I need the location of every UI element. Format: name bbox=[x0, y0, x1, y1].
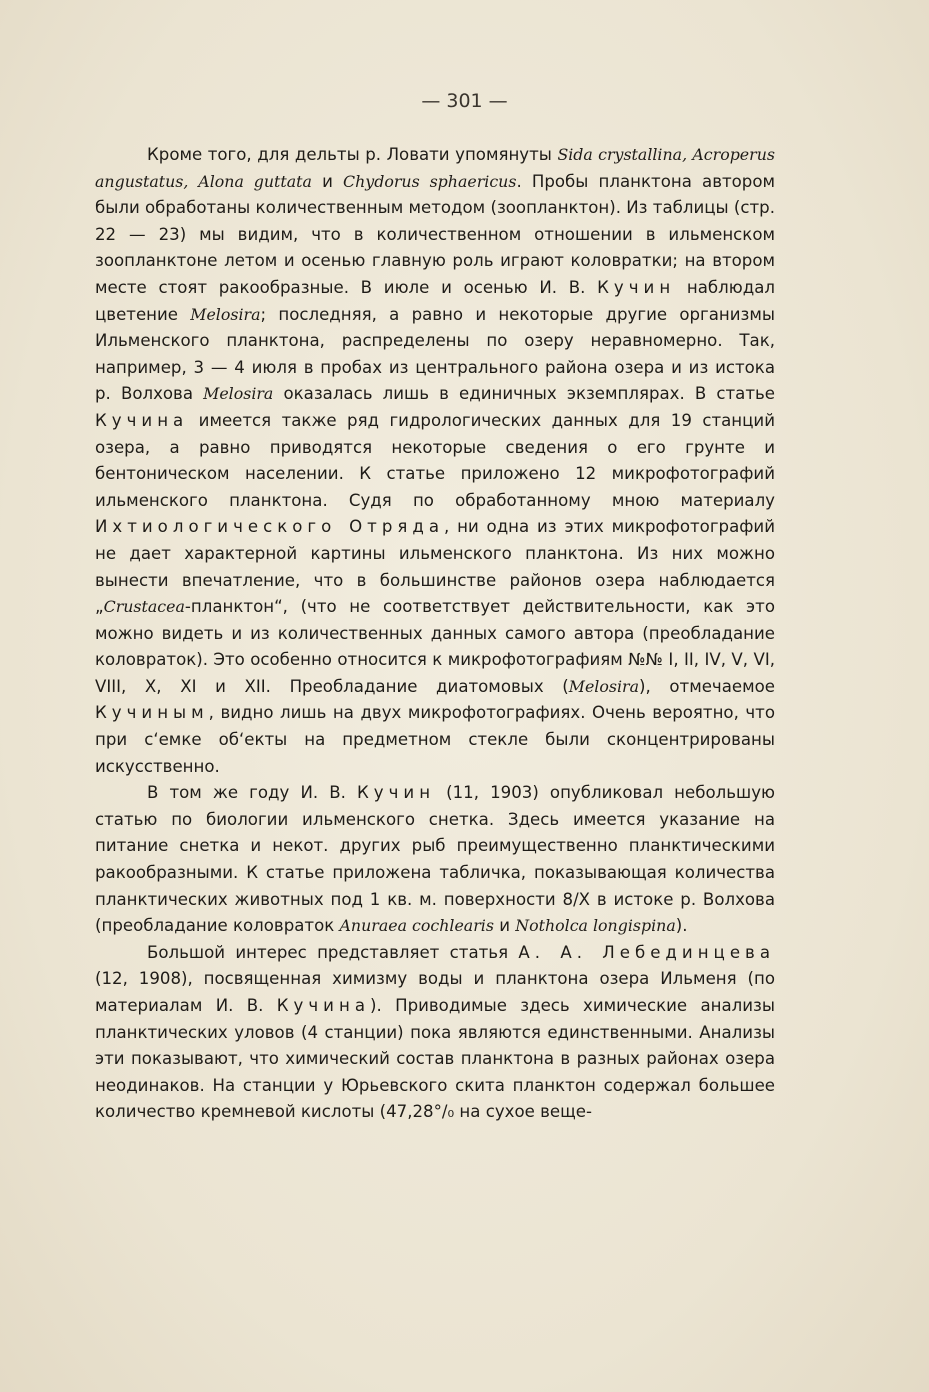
text-run: , видно лишь на двух микрофотографиях. Очень вероятно, что при с‘емке об‘екты на предметном стекле были сконцентрированы искусственно. bbox=[95, 703, 775, 776]
latin-taxon: Anuraea cochlearis bbox=[339, 916, 494, 936]
text-run: -планктон“, (что не соответствует действительности, как это можно видеть и из количественных данных самого автора (преобладание коловраток). Это особенно относится к микрофотографиям №№ I, II, IV, V, VI, VIII, X, XI и XII. Преобладание диатомовых ( bbox=[95, 597, 775, 696]
spaced-name: Ихтиологического Отряда bbox=[95, 517, 444, 537]
paragraph-3 bbox=[95, 940, 775, 1126]
spaced-name: Кучина bbox=[95, 410, 189, 430]
text-run: Кроме того, для дельты р. Ловати упомянуты bbox=[147, 145, 558, 164]
text-run: . Пробы планктона автором были обработаны количественным методом (зоопланктон). Из таблицы (стр. 22 — 23) мы видим, что в количественном отношении в ильменском зоопланктоне летом и осенью главную роль играют коловратки; на втором месте стоят ракообразные. В июле и осенью И. В. bbox=[95, 171, 775, 297]
body-text bbox=[95, 142, 775, 1126]
text-run: оказалась лишь в единичных экземплярах. В статье bbox=[273, 384, 776, 404]
spaced-name: Кучиным bbox=[95, 703, 209, 723]
spaced-name: Кучин bbox=[597, 277, 676, 297]
latin-taxon: Chydorus sphaericus bbox=[343, 171, 517, 191]
page-number: — 301 — bbox=[421, 90, 508, 112]
latin-taxon: Melosira bbox=[190, 304, 261, 324]
latin-taxon: Melosira bbox=[203, 384, 274, 404]
text-run: имеется также ряд гидрологических данных для 19 станций озера, а равно приводятся некоторые сведения о его грунте и бентоническом населении. К статье приложено 12 микрофотографий ильменского планктона. Судя по обработанному мною материалу bbox=[95, 410, 775, 510]
text-run: Большой интерес представляет статья bbox=[147, 942, 519, 962]
text-run: ), отмечаемое bbox=[639, 676, 775, 696]
latin-taxon: Crustacea bbox=[103, 597, 185, 617]
text-run: и bbox=[311, 171, 344, 191]
text-run: (11, 1903) опубликовал небольшую статью по биологии ильменского снетка. Здесь имеется указание на питание снетка и некот. других рыб преимущественно планктическими ракообразными. К статье приложена табличка, показывающая количества планктических животных под 1 кв. м. поверхности 8/X в истоке р. Волхова (преобладание коловраток bbox=[95, 783, 775, 936]
text-run: ). Приводимые здесь химические анализы планктических уловов (4 станции) пока являются единственными. Анализы эти показывают, что химический состав планктона в разных районах озера неодинаков. На станции у Юрьевского скита планктон содержал большее количество кремневой кислоты (47,28°/₀ на сухое веще- bbox=[95, 996, 775, 1122]
spaced-name: Кучина bbox=[276, 996, 370, 1015]
text-run: ; последняя, а равно и некоторые другие организмы Ильменского планктона, распределены по озеру неравномерно. Так, например, 3 — 4 июля в пробах из центрального района озера и из истока р. Волхова bbox=[95, 304, 775, 404]
paragraph-2 bbox=[95, 780, 775, 940]
text-run: и bbox=[493, 916, 516, 936]
latin-taxon: Sida crystallina, Acroperus angustatus, Alona guttata bbox=[95, 145, 775, 191]
text-run: наблюдал цветение bbox=[95, 277, 775, 324]
text-run: , ни одна из этих микрофотографий не дает характерной картины ильменского планктона. Из них можно вынести впечатление, что в большинстве районов озера наблюдается „ bbox=[95, 517, 776, 617]
spaced-name: А. А. Лебединцева bbox=[518, 942, 775, 962]
text-run: (12, 1908), посвященная химизму воды и планктона озера Ильменя (по материалам И. В. bbox=[95, 969, 775, 1015]
text-run: ). bbox=[675, 916, 688, 936]
spaced-name: Кучин bbox=[357, 783, 436, 803]
latin-taxon: Notholca longispina bbox=[515, 916, 676, 936]
text-run: В том же году И. В. bbox=[147, 783, 357, 803]
latin-taxon: Melosira bbox=[568, 676, 639, 696]
paragraph-1 bbox=[95, 142, 775, 780]
